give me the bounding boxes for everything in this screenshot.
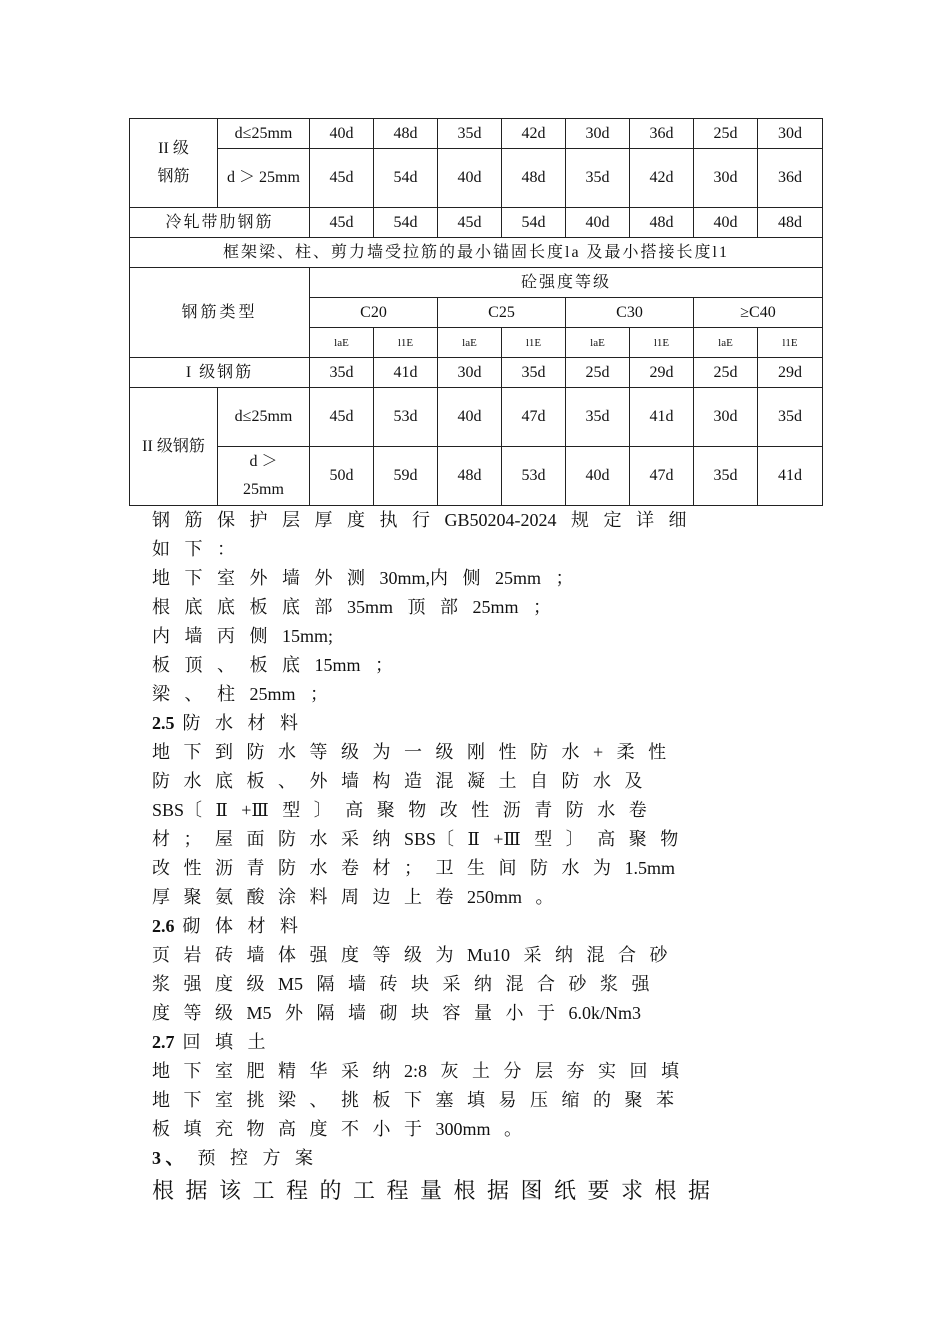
section-heading xyxy=(152,709,782,738)
section-title: 回 填 土 xyxy=(182,1032,266,1052)
text-line xyxy=(152,883,782,912)
line-text: 内 墙 丙 侧 15mm; xyxy=(152,626,334,646)
line-text: 根 据 该 工 程 的 工 程 量 根 据 图 纸 要 求 根 据 xyxy=(152,1178,711,1203)
text-line xyxy=(152,767,782,796)
line-text: 板 顶 、 板 底 15mm ； xyxy=(152,655,394,675)
text-line xyxy=(152,738,782,767)
line-text: 根 底 底 板 底 部 35mm 顶 部 25mm ； xyxy=(152,597,552,617)
table-title: 框架梁、柱、剪力墙受拉筋的最小锚固长度la 及最小搭接长度l1 xyxy=(130,238,823,268)
cell: 40d xyxy=(438,388,502,447)
text-line xyxy=(152,970,782,999)
cell: 40d xyxy=(566,208,630,238)
row-label: I 级钢筋 xyxy=(130,358,310,388)
section-number: 2.6 xyxy=(152,916,175,936)
text-line xyxy=(152,1176,782,1205)
cell: 47d xyxy=(630,447,694,506)
line-text: 地 下 室 外 墙 外 测 30mm,内 侧 25mm ； xyxy=(152,568,574,588)
cell: 36d xyxy=(758,149,823,208)
text-line xyxy=(152,593,782,622)
row-label: 冷轧带肋钢筋 xyxy=(130,208,310,238)
grade-c20: C20 xyxy=(310,298,438,328)
cell: 35d xyxy=(758,388,823,447)
line-text: 度 等 级 M5 外 隔 墙 砌 块 容 量 小 于 6.0k/Nm3 xyxy=(152,1003,642,1023)
line-text: 地 下 室 肥 精 华 采 纳 2:8 灰 土 分 层 夯 实 回 填 xyxy=(152,1061,679,1081)
line-text: 防 水 底 板 、 外 墙 构 造 混 凝 土 自 防 水 及 xyxy=(152,771,643,791)
line-text: 浆 强 度 级 M5 隔 墙 砖 块 采 纳 混 合 砂 浆 强 xyxy=(152,974,650,994)
text-line xyxy=(152,999,782,1028)
subhead-l1e: l1E xyxy=(630,328,694,358)
text-line xyxy=(152,506,782,535)
text-line xyxy=(152,796,782,825)
text-line xyxy=(152,680,782,709)
grade-c40: ≥C40 xyxy=(694,298,823,328)
line-text: 地 下 室 挑 梁 、 挑 板 下 塞 填 易 压 缩 的 聚 苯 xyxy=(152,1090,674,1110)
cell: 54d xyxy=(374,208,438,238)
text-line xyxy=(152,651,782,680)
cell: 53d xyxy=(502,447,566,506)
cell: 54d xyxy=(374,149,438,208)
cell: 42d xyxy=(502,119,566,149)
grade-c25: C25 xyxy=(438,298,566,328)
cell: 48d xyxy=(374,119,438,149)
text-line xyxy=(152,1115,782,1144)
line-text: 梁 、 柱 25mm ； xyxy=(152,684,329,704)
cell: 35d xyxy=(438,119,502,149)
cell: 35d xyxy=(694,447,758,506)
cell: 45d xyxy=(310,149,374,208)
text-line xyxy=(152,825,782,854)
cell: 45d xyxy=(438,208,502,238)
cell: 41d xyxy=(630,388,694,447)
cell: 48d xyxy=(630,208,694,238)
section-title: 预 控 方 案 xyxy=(197,1148,313,1168)
text-line xyxy=(152,535,782,564)
section-heading xyxy=(152,1144,782,1173)
section-number: 3 、 xyxy=(152,1148,184,1168)
cell: 48d xyxy=(502,149,566,208)
subhead-lae: laE xyxy=(310,328,374,358)
section-number: 2.7 xyxy=(152,1032,175,1052)
cell: 48d xyxy=(438,447,502,506)
section-heading xyxy=(152,1028,782,1057)
cell: 35d xyxy=(310,358,374,388)
cell: 48d xyxy=(758,208,823,238)
cell: 25d xyxy=(694,119,758,149)
cell: 40d xyxy=(566,447,630,506)
line-text: 厚 聚 氨 酸 涂 料 周 边 上 卷 250mm 。 xyxy=(152,887,554,907)
cell: 35d xyxy=(566,149,630,208)
cell: 30d xyxy=(438,358,502,388)
cell: 30d xyxy=(566,119,630,149)
body-text xyxy=(152,506,782,1206)
cell: 47d xyxy=(502,388,566,447)
cell: 36d xyxy=(630,119,694,149)
text-line xyxy=(152,622,782,651)
section-number: 2.5 xyxy=(152,713,175,733)
cell: 29d xyxy=(630,358,694,388)
cell: 30d xyxy=(694,388,758,447)
grade-header: 砼强度等级 xyxy=(310,268,823,298)
row-sub: d ＞ 25mm xyxy=(218,149,310,208)
subhead-l1e: l1E xyxy=(758,328,823,358)
row-sub: d ＞ 25mm xyxy=(218,447,310,506)
line-text: 如 下 ： xyxy=(152,539,235,559)
subhead-l1e: l1E xyxy=(374,328,438,358)
line-text: 页 岩 砖 墙 体 强 度 等 级 为 Mu10 采 纳 混 合 砂 xyxy=(152,945,668,965)
text-line xyxy=(152,854,782,883)
cell: 35d xyxy=(502,358,566,388)
line-text: 地 下 到 防 水 等 级 为 一 级 刚 性 防 水 + 柔 性 xyxy=(152,742,667,762)
row-label: II 级钢筋 xyxy=(130,388,218,506)
type-header: 钢筋类型 xyxy=(130,268,310,358)
cell: 35d xyxy=(566,388,630,447)
row-label: II 级 钢筋 xyxy=(130,119,218,208)
cell: 25d xyxy=(566,358,630,388)
cell: 25d xyxy=(694,358,758,388)
subhead-lae: laE xyxy=(438,328,502,358)
cell: 50d xyxy=(310,447,374,506)
subhead-lae: laE xyxy=(694,328,758,358)
cell: 41d xyxy=(758,447,823,506)
cell: 53d xyxy=(374,388,438,447)
section-heading xyxy=(152,912,782,941)
cell: 40d xyxy=(694,208,758,238)
row-sub: d≤25mm xyxy=(218,119,310,149)
cell: 59d xyxy=(374,447,438,506)
anchorage-table xyxy=(129,118,823,506)
grade-c30: C30 xyxy=(566,298,694,328)
text-line xyxy=(152,941,782,970)
line-text: SBS〔 Ⅱ +Ⅲ 型 〕 高 聚 物 改 性 沥 青 防 水 卷 xyxy=(152,800,647,820)
cell: 45d xyxy=(310,208,374,238)
cell: 45d xyxy=(310,388,374,447)
line-text: 钢 筋 保 护 层 厚 度 执 行 GB50204-2024 规 定 详 细 xyxy=(152,510,687,530)
section-title: 防 水 材 料 xyxy=(182,713,298,733)
section-title: 砌 体 材 料 xyxy=(182,916,298,936)
subhead-lae: laE xyxy=(566,328,630,358)
text-line xyxy=(152,1086,782,1115)
cell: 29d xyxy=(758,358,823,388)
line-text: 材 ； 屋 面 防 水 采 纳 SBS〔 Ⅱ +Ⅲ 型 〕 高 聚 物 xyxy=(152,829,679,849)
cell: 40d xyxy=(310,119,374,149)
cell: 42d xyxy=(630,149,694,208)
cell: 40d xyxy=(438,149,502,208)
cell: 30d xyxy=(758,119,823,149)
line-text: 板 填 充 物 高 度 不 小 于 300mm 。 xyxy=(152,1119,523,1139)
text-line xyxy=(152,1057,782,1086)
cell: 41d xyxy=(374,358,438,388)
cell: 30d xyxy=(694,149,758,208)
line-text: 改 性 沥 青 防 水 卷 材 ； 卫 生 间 防 水 为 1.5mm xyxy=(152,858,676,878)
subhead-l1e: l1E xyxy=(502,328,566,358)
row-sub: d≤25mm xyxy=(218,388,310,447)
cell: 54d xyxy=(502,208,566,238)
text-line xyxy=(152,564,782,593)
